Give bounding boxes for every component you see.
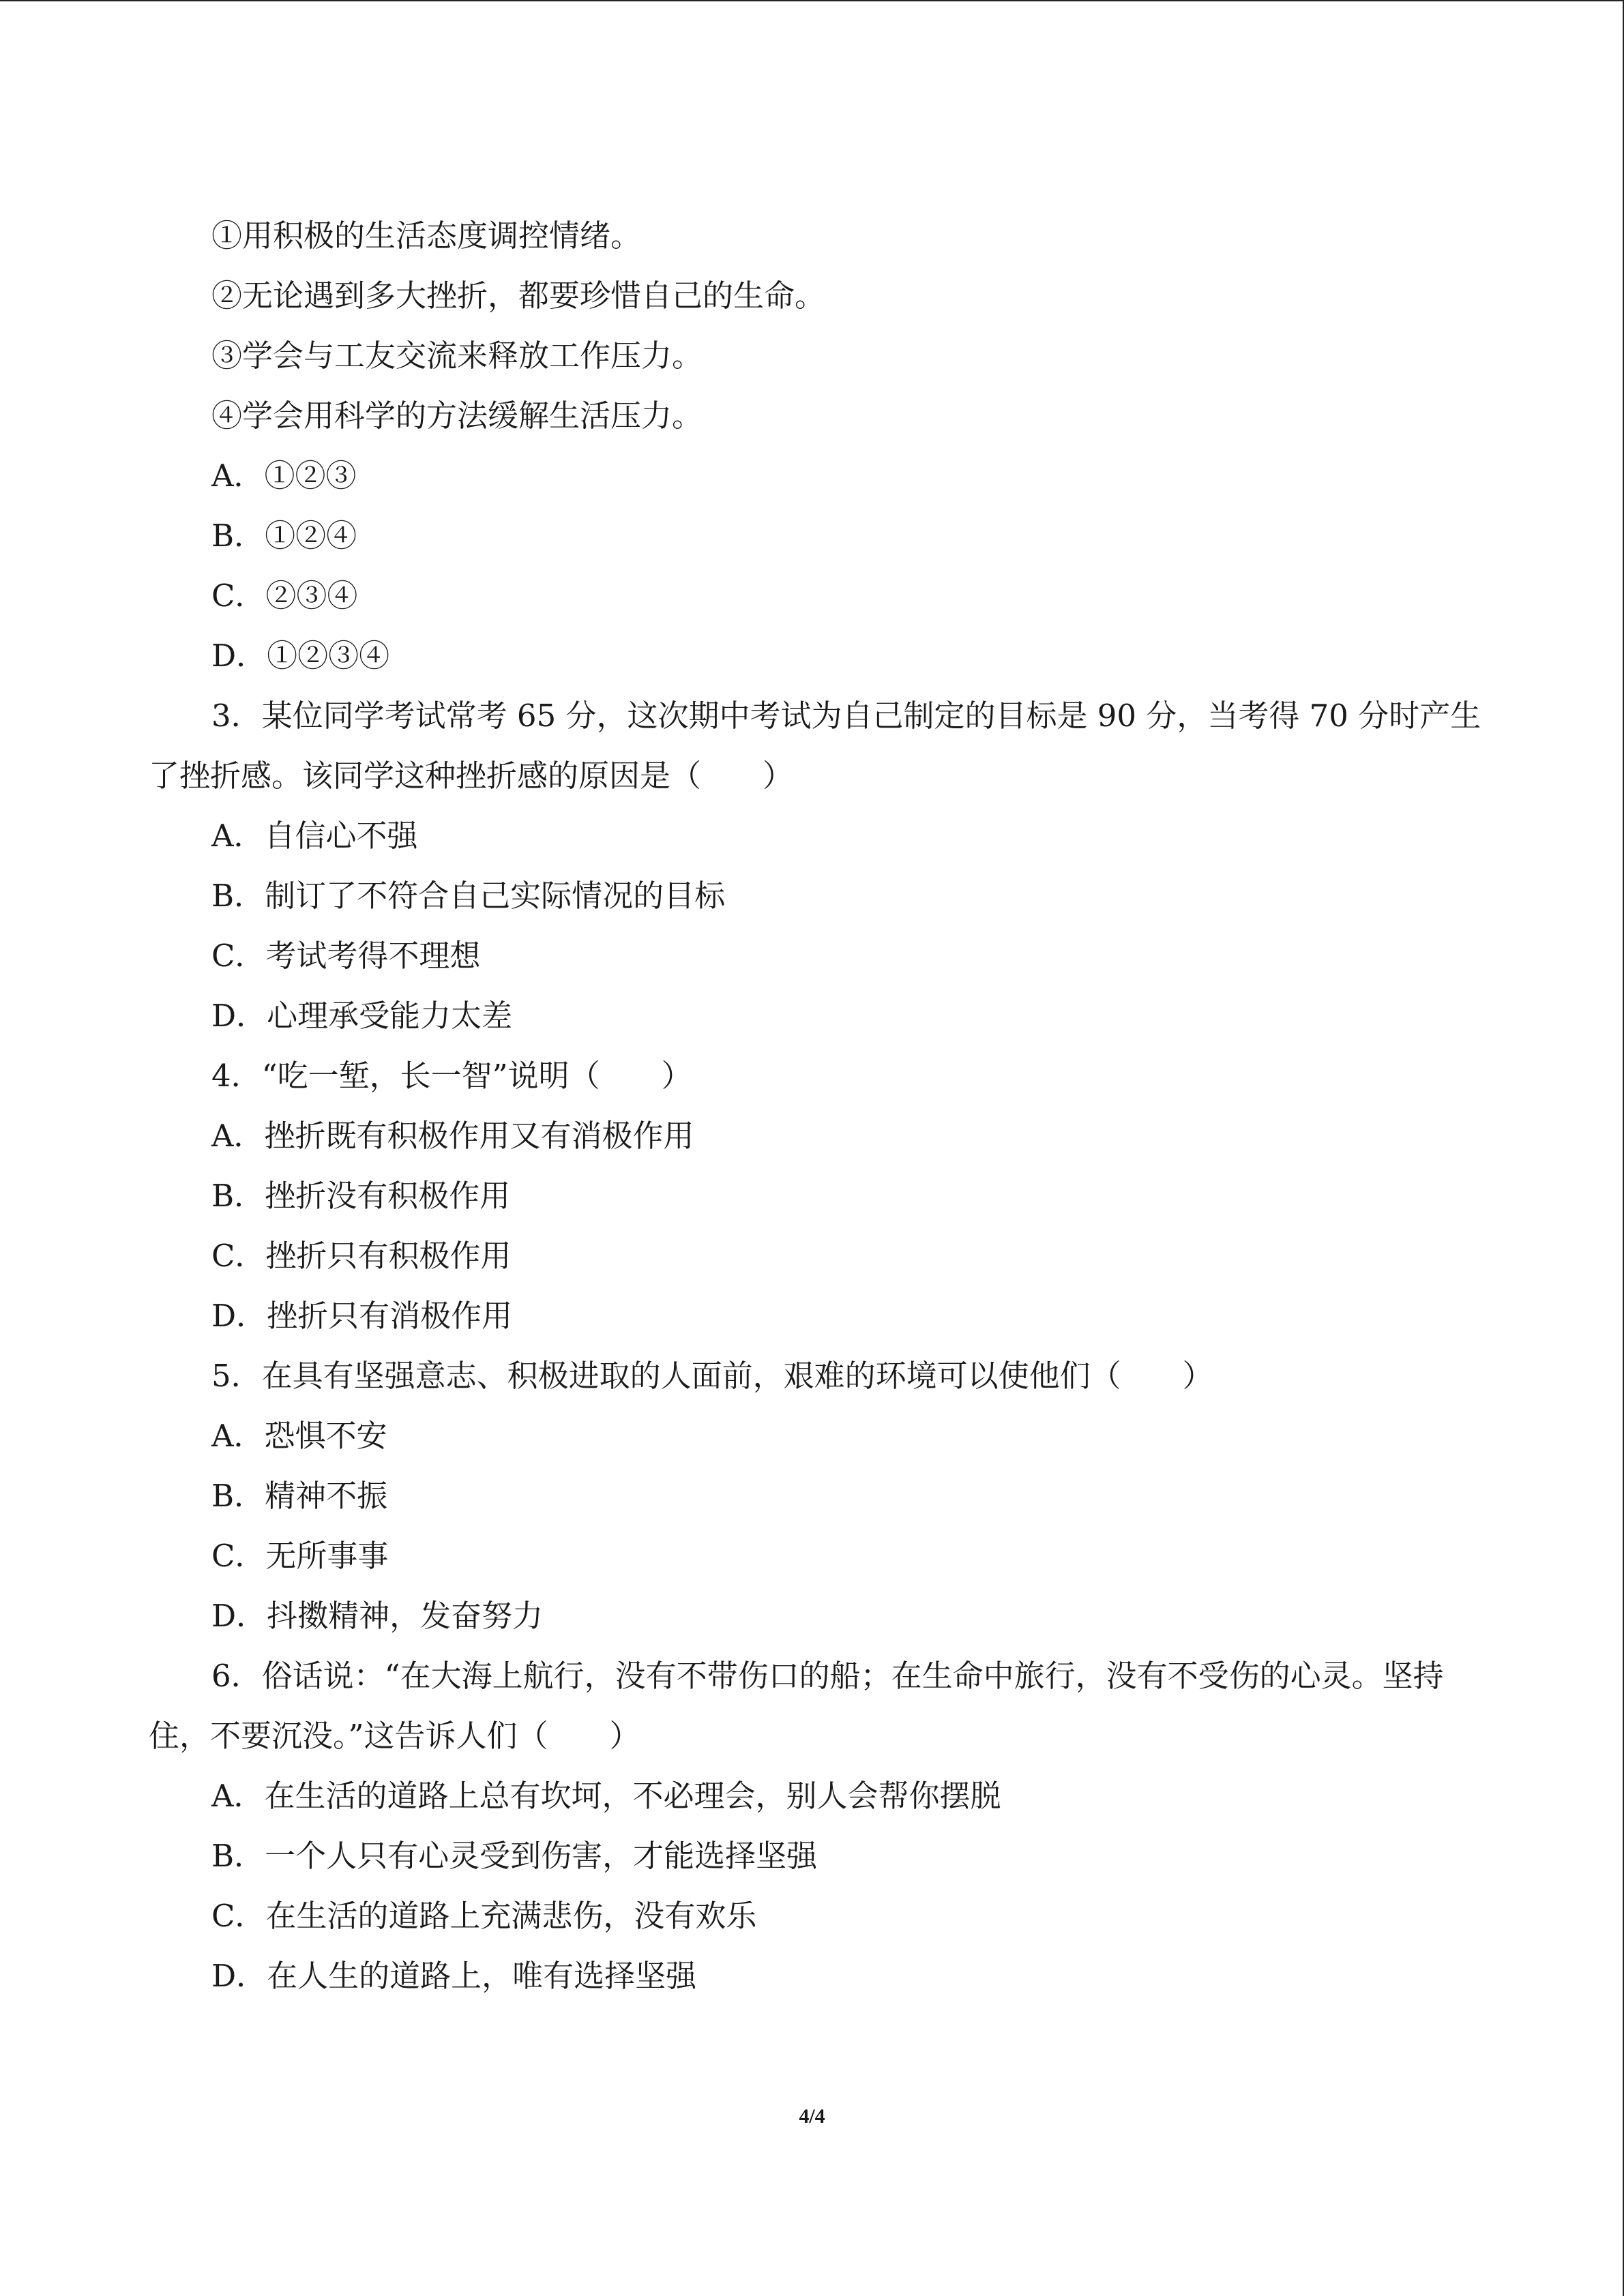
- q3-option-c: C．考试考得不理想: [211, 938, 481, 974]
- q3-option-b: B．制订了不符合自己实际情况的目标: [211, 878, 726, 914]
- q5-option-a: A．恐惧不安: [211, 1418, 387, 1454]
- q3-option-a: A．自信心不强: [211, 818, 418, 854]
- page-content: [149, 206, 1486, 2006]
- q6-option-c: C．在生活的道路上充满悲伤，没有欢乐: [211, 1898, 757, 1934]
- q5-option-b: B．精神不振: [211, 1478, 388, 1514]
- q2-option-c: C．②③④: [211, 578, 358, 614]
- q2-option-a: A．①②③: [211, 458, 357, 494]
- question-4-stem: 4．“吃一堑，长一智”说明（ ）: [211, 1058, 692, 1094]
- q5-option-c: C．无所事事: [211, 1538, 389, 1574]
- question-5-stem: 5．在具有坚强意志、积极进取的人面前，艰难的环境可以使他们（ ）: [211, 1358, 1213, 1394]
- q4-option-b: B．挫折没有积极作用: [211, 1178, 511, 1214]
- q5-option-d: D．抖擞精神，发奋努力: [211, 1598, 544, 1634]
- statement-2: ②无论遇到多大挫折，都要珍惜自己的生命。: [211, 278, 826, 314]
- question-2-block: [149, 206, 1486, 686]
- page-number: 4/4: [799, 2105, 825, 2128]
- q6-option-d: D．在人生的道路上，唯有选择坚强: [211, 1958, 697, 1994]
- q4-option-d: D．挫折只有消极作用: [211, 1298, 513, 1334]
- q6-option-b: B．一个人只有心灵受到伤害，才能选择坚强: [211, 1838, 818, 1874]
- question-5-block: [149, 1346, 1486, 1646]
- statement-3: ③学会与工友交流来释放工作压力。: [211, 338, 703, 374]
- question-3-stem: 3．某位同学考试常考 65 分，这次期中考试为自己制定的目标是 90 分，当考得 70 分时产生了挫折感。该同学这种挫折感的原因是（ ）: [149, 698, 1481, 794]
- q6-option-a: A．在生活的道路上总有坎坷，不必理会，别人会帮你摆脱: [211, 1778, 1001, 1814]
- q4-option-c: C．挫折只有积极作用: [211, 1238, 512, 1274]
- question-6-block: [149, 1646, 1486, 2006]
- q3-option-d: D．心理承受能力太差: [211, 998, 513, 1034]
- statement-1: ①用积极的生活态度调控情绪。: [211, 218, 642, 254]
- q4-option-a: A．挫折既有积极作用又有消极作用: [211, 1118, 694, 1154]
- q2-option-d: D．①②③④: [211, 638, 390, 674]
- statement-4: ④学会用科学的方法缓解生活压力。: [211, 398, 703, 434]
- question-6-stem: 6．俗话说：“在大海上航行，没有不带伤口的船；在生命中旅行，没有不受伤的心灵。坚持住，不要沉没。”这告诉人们（ ）: [149, 1658, 1444, 1754]
- q2-option-b: B．①②④: [211, 518, 357, 554]
- question-4-block: [149, 1046, 1486, 1346]
- question-3-block: [149, 686, 1486, 1046]
